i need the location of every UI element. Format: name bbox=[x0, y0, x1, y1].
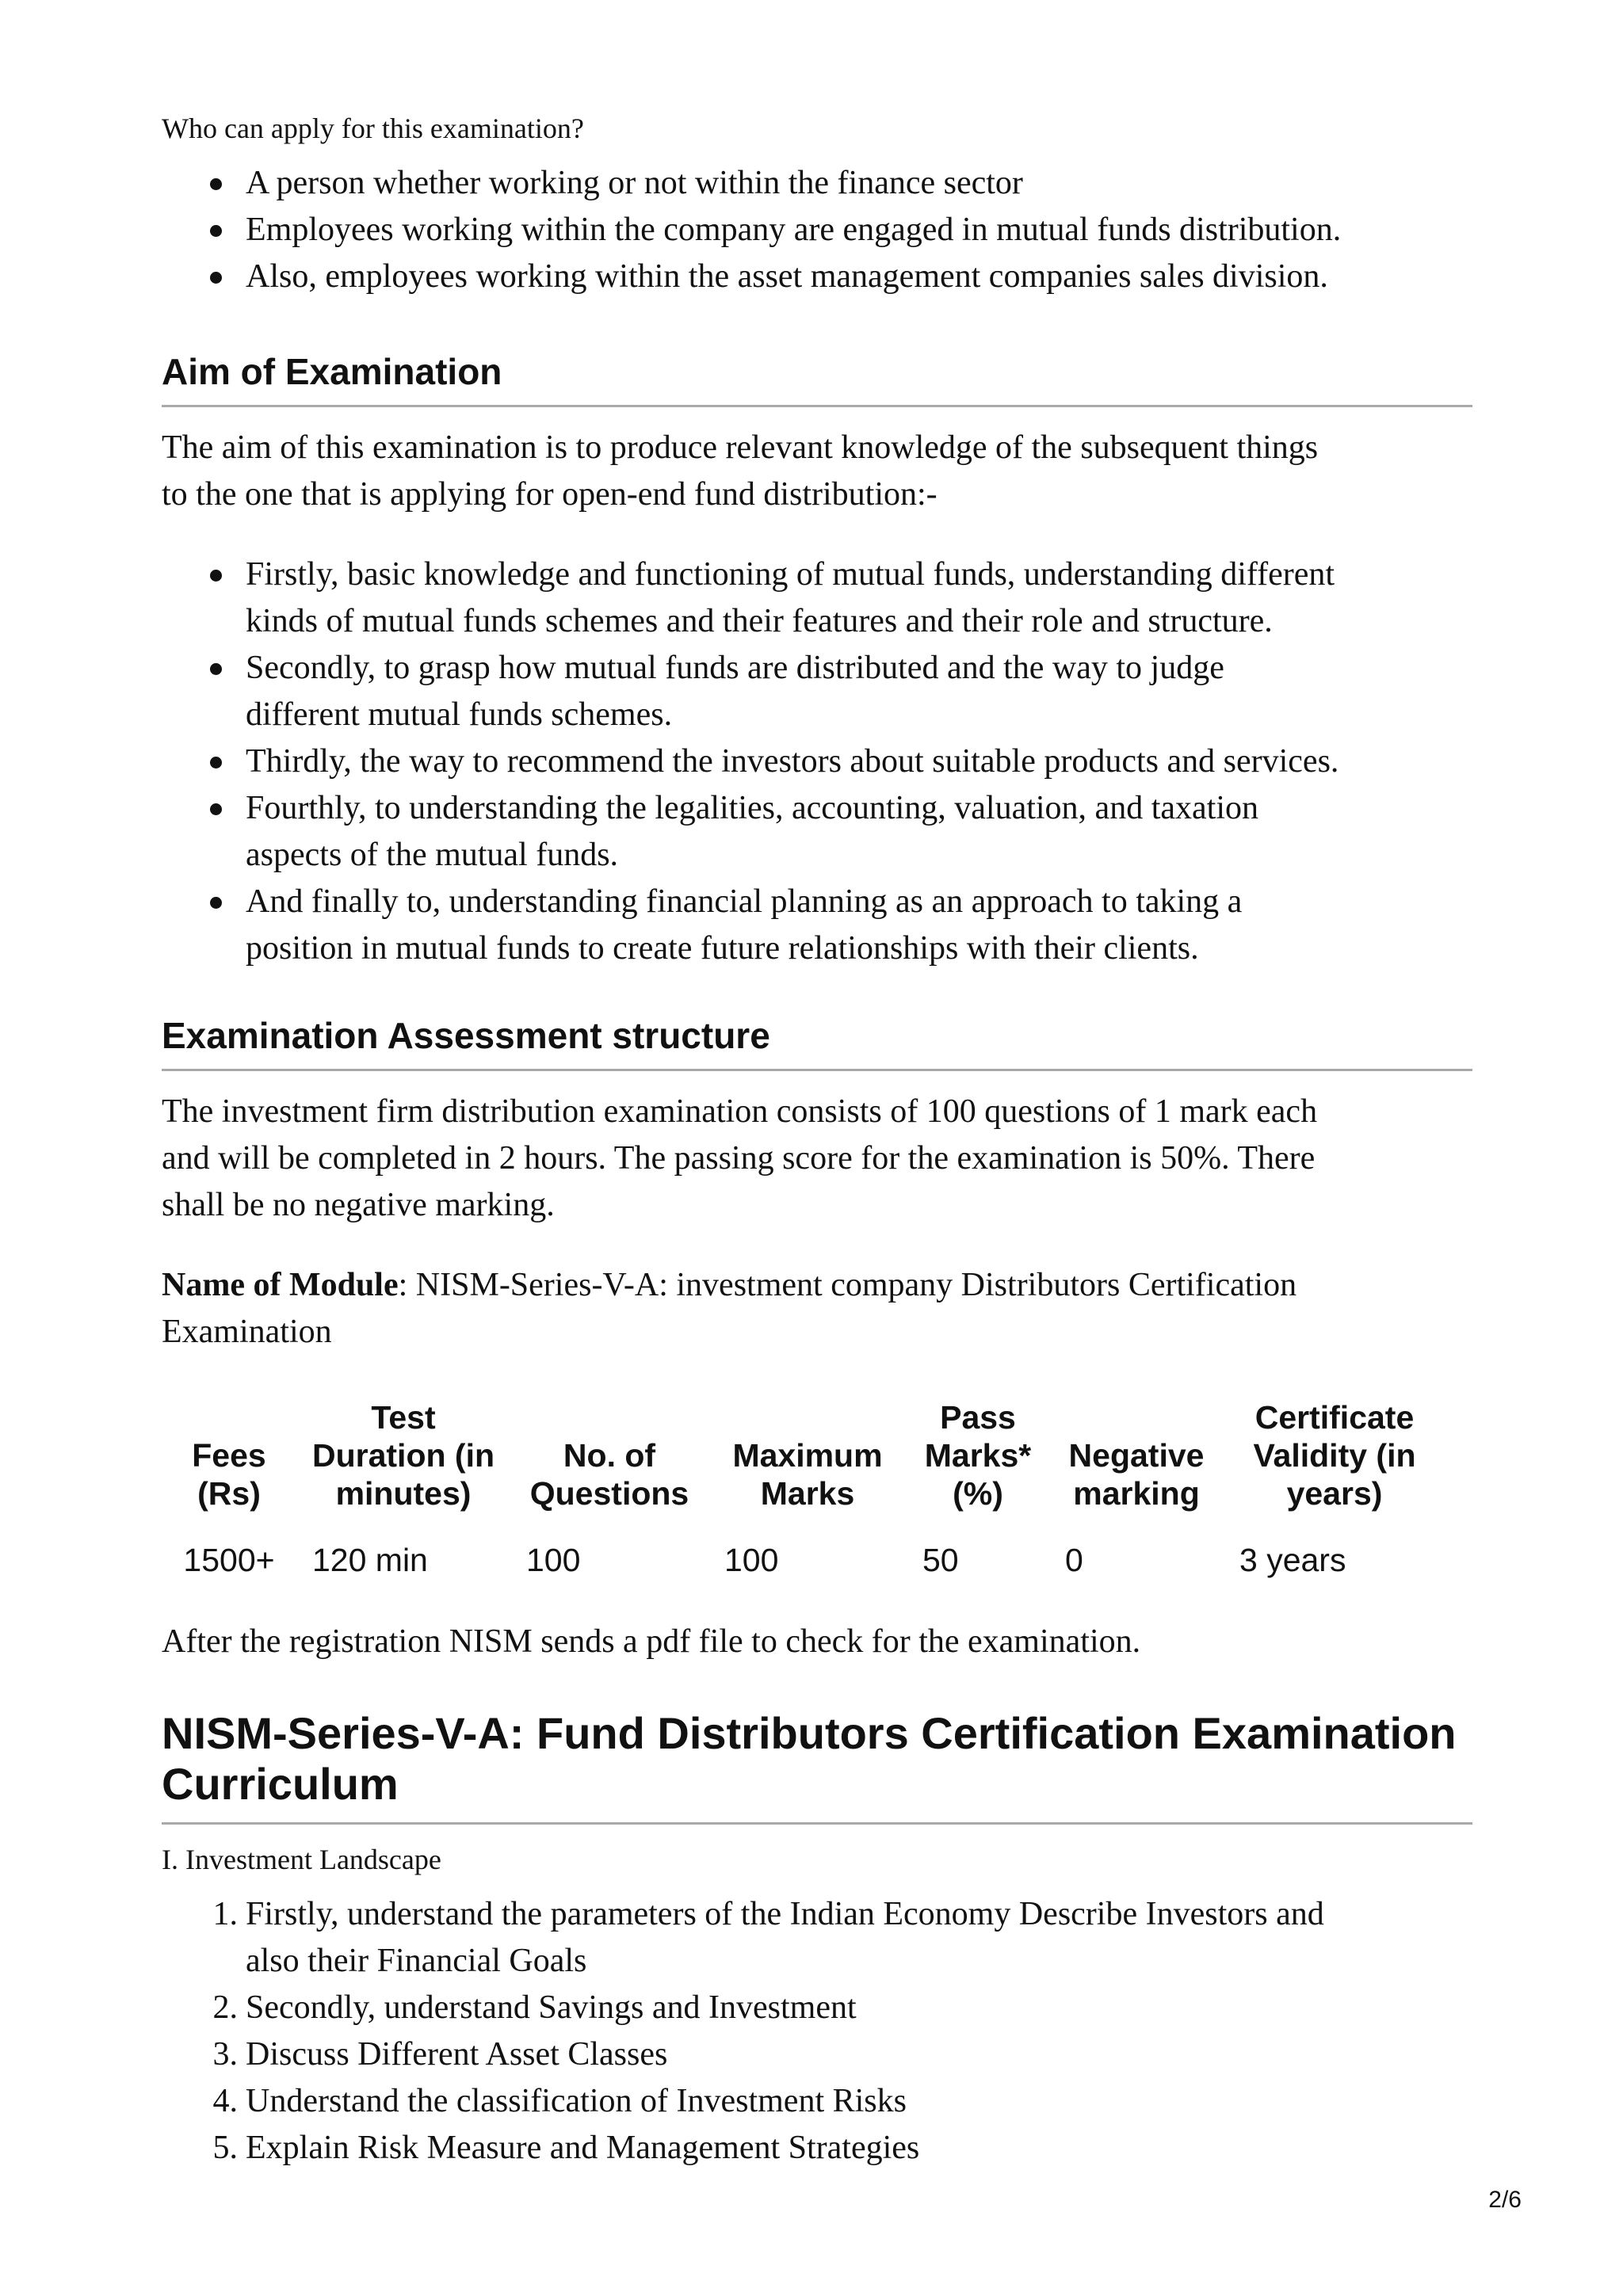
list-item: And finally to, understanding financial planning as an approach to taking a position in mutual funds to create future relationships with their clients. bbox=[246, 879, 1472, 972]
exam-info-table bbox=[162, 1398, 1445, 1579]
header-pass-marks: Pass Marks* (%) bbox=[924, 1399, 1032, 1512]
list-item: 3. Discuss Different Asset Classes bbox=[212, 2036, 668, 2073]
module-name-label: Name of Module bbox=[162, 1267, 399, 1303]
list-item: Firstly, basic knowledge and functioning of mutual funds, understanding different kinds of mutual funds schemes and their features and their role and structure. bbox=[246, 551, 1472, 645]
aim-intro bbox=[162, 425, 1472, 518]
list-item: 5. Explain Risk Measure and Management Strategies bbox=[212, 2130, 920, 2166]
cell-questions: 100 bbox=[526, 1542, 581, 1578]
header-negative: Negative marking bbox=[1068, 1437, 1205, 1512]
curriculum-section-label: I. Investment Landscape bbox=[162, 1844, 441, 1875]
curriculum-list bbox=[162, 1891, 1472, 2172]
after-registration-note: After the registration NISM sends a pdf file to check for the examination. bbox=[162, 1623, 1141, 1660]
list-item: Employees working within the company are engaged in mutual funds distribution. bbox=[246, 207, 1472, 254]
cell-pass-marks: 50 bbox=[922, 1542, 959, 1578]
header-validity: Certificate Validity (in years) bbox=[1253, 1399, 1416, 1512]
aim-intro-line1: The aim of this examination is to produce relevant knowledge of the subsequent things bbox=[162, 429, 1319, 466]
list-item: Thirdly, the way to recommend the investors about suitable products and services. bbox=[246, 738, 1472, 785]
header-max-marks: Maximum Marks bbox=[732, 1437, 883, 1512]
page-number: 2/6 bbox=[1488, 2187, 1522, 2213]
list-item: 2. Secondly, understand Savings and Investment bbox=[212, 1989, 857, 2026]
header-duration: Test Duration (in minutes) bbox=[311, 1399, 495, 1512]
cell-max-marks: 100 bbox=[724, 1542, 779, 1578]
who-can-apply-question: Who can apply for this examination? bbox=[162, 113, 584, 144]
header-questions: No. of Questions bbox=[529, 1437, 689, 1512]
module-name: Name of Module: NISM-Series-V-A: investment company Distributors Certification Examination bbox=[162, 1267, 1297, 1350]
list-item: A person whether working or not within the finance sector bbox=[246, 160, 1472, 207]
header-fees: Fees (Rs) bbox=[192, 1437, 266, 1512]
document-page bbox=[162, 111, 1472, 2172]
list-item: 4. Understand the classification of Investment Risks bbox=[212, 2083, 907, 2119]
who-can-apply-list bbox=[162, 160, 1472, 300]
cell-negative: 0 bbox=[1065, 1542, 1083, 1578]
cell-duration: 120 min bbox=[312, 1542, 428, 1578]
structure-paragraph: The investment firm distribution examination consists of 100 questions of 1 mark each and will be completed in 2 hours. The passing score for the examination is 50%. There shall be no negative marking. bbox=[162, 1093, 1318, 1223]
structure-heading: Examination Assessment structure bbox=[162, 1013, 1472, 1071]
list-item: Also, employees working within the asset management companies sales division. bbox=[246, 254, 1472, 300]
table-row bbox=[162, 1528, 1445, 1579]
cell-fees: 1500+ bbox=[183, 1542, 275, 1578]
cell-validity: 3 years bbox=[1239, 1542, 1346, 1578]
table-header-row bbox=[162, 1398, 1445, 1528]
list-item: Secondly, to grasp how mutual funds are distributed and the way to judge different mutual funds schemes. bbox=[246, 645, 1472, 738]
list-item: 1. Firstly, understand the parameters of the Indian Economy Describe Investors and also their Financial Goals bbox=[212, 1896, 1324, 1979]
curriculum-heading: NISM-Series-V-A: Fund Distributors Certification Examination Curriculum bbox=[162, 1708, 1472, 1825]
aim-heading: Aim of Examination bbox=[162, 349, 1472, 407]
aim-list bbox=[162, 551, 1472, 972]
aim-intro-line2: to the one that is applying for open-end fund distribution:- bbox=[162, 476, 938, 513]
list-item: Fourthly, to understanding the legalities, accounting, valuation, and taxation aspects of the mutual funds. bbox=[246, 785, 1472, 879]
